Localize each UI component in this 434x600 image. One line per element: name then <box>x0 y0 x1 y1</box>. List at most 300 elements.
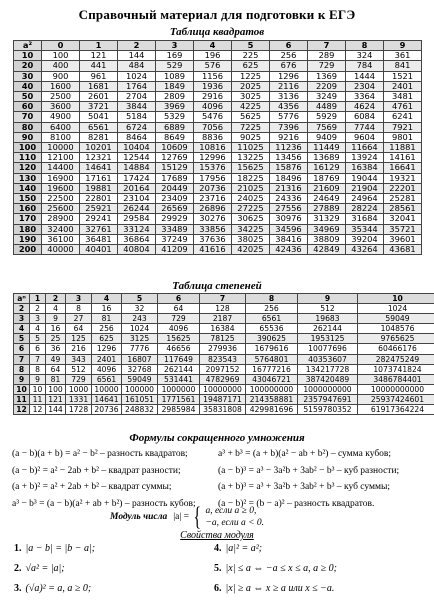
squares-cell: 23409 <box>156 194 194 204</box>
squares-cell: 2704 <box>118 92 156 102</box>
squares-row <box>14 71 422 81</box>
squares-cell: 9216 <box>270 132 308 142</box>
powers-cell: 248832 <box>122 405 158 415</box>
squares-row-header: 170 <box>14 214 42 224</box>
squares-cell: 25600 <box>42 204 80 214</box>
squares-cell: 144 <box>118 51 156 61</box>
squares-cell: 34969 <box>308 224 346 234</box>
squares-cell: 6561 <box>80 122 118 132</box>
powers-row-header: 9 <box>14 374 30 384</box>
squares-cell: 32400 <box>42 224 80 234</box>
squares-cell: 27556 <box>270 204 308 214</box>
squares-cell: 11236 <box>270 143 308 153</box>
squares-cell: 484 <box>118 61 156 71</box>
squares-cell: 361 <box>384 51 422 61</box>
powers-cell: 531441 <box>158 374 200 384</box>
squares-cell: 961 <box>80 71 118 81</box>
powers-cell: 429981696 <box>246 405 298 415</box>
squares-cell: 23716 <box>194 194 232 204</box>
powers-cell: 6561 <box>246 314 298 324</box>
squares-cell: 1225 <box>232 71 270 81</box>
powers-cell: 2 <box>30 304 46 314</box>
squares-column-header: 7 <box>308 41 346 51</box>
powers-cell: 625 <box>92 334 122 344</box>
powers-cell: 2985984 <box>158 405 200 415</box>
squares-cell: 36481 <box>80 234 118 244</box>
squares-cell: 729 <box>308 61 346 71</box>
squares-cell: 6889 <box>156 122 194 132</box>
squares-cell: 31329 <box>308 214 346 224</box>
powers-cell: 81 <box>46 374 66 384</box>
squares-cell: 7396 <box>270 122 308 132</box>
squares-row-header: 130 <box>14 173 42 183</box>
squares-table-title: Таблица квадратов <box>169 26 265 38</box>
squares-cell: 6724 <box>118 122 156 132</box>
powers-cell: 61917364224 <box>358 405 434 415</box>
squares-cell: 7744 <box>346 122 384 132</box>
powers-cell: 823543 <box>200 354 246 364</box>
powers-cell: 16777216 <box>246 364 298 374</box>
squares-cell: 8281 <box>80 132 118 142</box>
squares-row <box>14 153 422 163</box>
powers-cell: 1000000 <box>158 384 200 394</box>
squares-cell: 2304 <box>346 81 384 91</box>
squares-row-header: 120 <box>14 163 42 173</box>
powers-column-header: 2 <box>46 294 66 304</box>
squares-cell: 8649 <box>156 132 194 142</box>
powers-cell: 4096 <box>158 324 200 334</box>
squares-cell: 19044 <box>346 173 384 183</box>
powers-cell: 262144 <box>298 324 358 334</box>
squares-cell: 15625 <box>232 163 270 173</box>
squares-cell: 1936 <box>194 81 232 91</box>
squares-cell: 3721 <box>80 102 118 112</box>
powers-row-header: 8 <box>14 364 30 374</box>
property-number: 5. <box>214 563 222 574</box>
squares-cell: 4489 <box>308 102 346 112</box>
powers-cell: 16807 <box>122 354 158 364</box>
formulas-title: Формулы сокращенного умножения <box>129 432 305 444</box>
squares-cell: 256 <box>270 51 308 61</box>
squares-cell: 9604 <box>346 132 384 142</box>
powers-column-header: 8 <box>246 294 298 304</box>
squares-cell: 17689 <box>156 173 194 183</box>
powers-cell: 5159780352 <box>298 405 358 415</box>
powers-cell: 100000 <box>122 384 158 394</box>
powers-cell: 40353607 <box>298 354 358 364</box>
squares-cell: 8464 <box>118 132 156 142</box>
squares-cell: 5041 <box>80 112 118 122</box>
squares-cell: 14161 <box>384 153 422 163</box>
powers-cell: 8 <box>66 304 92 314</box>
powers-cell: 729 <box>158 314 200 324</box>
squares-cell: 3600 <box>42 102 80 112</box>
squares-row-header: 180 <box>14 224 42 234</box>
squares-cell: 20736 <box>194 183 232 193</box>
powers-cell: 729 <box>66 374 92 384</box>
squares-cell: 5184 <box>118 112 156 122</box>
squares-cell: 625 <box>232 61 270 71</box>
powers-cell: 243 <box>122 314 158 324</box>
squares-row <box>14 194 422 204</box>
powers-column-header: 3 <box>66 294 92 304</box>
squares-cell: 24336 <box>270 194 308 204</box>
property-item <box>214 543 262 554</box>
squares-cell: 1444 <box>346 71 384 81</box>
squares-column-header: 4 <box>194 41 232 51</box>
squares-cell: 1024 <box>118 71 156 81</box>
powers-cell: 10077696 <box>298 344 358 354</box>
page-title: Справочный материал для подготовки к ЕГЭ <box>78 7 356 22</box>
squares-cell: 19600 <box>42 183 80 193</box>
squares-cell: 13225 <box>232 153 270 163</box>
squares-cell: 17956 <box>194 173 232 183</box>
squares-cell: 33856 <box>194 224 232 234</box>
squares-column-header: 6 <box>270 41 308 51</box>
powers-cell: 36 <box>46 344 66 354</box>
powers-cell: 6561 <box>92 374 122 384</box>
powers-row <box>14 344 434 354</box>
powers-row-header: 7 <box>14 354 30 364</box>
squares-cell: 40000 <box>42 245 80 255</box>
powers-cell: 256 <box>92 324 122 334</box>
squares-header-row <box>14 41 422 51</box>
powers-cell: 1296 <box>92 344 122 354</box>
property-item <box>14 543 95 554</box>
squares-column-header: 2 <box>118 41 156 51</box>
powers-cell: 16 <box>46 324 66 334</box>
powers-cell: 43046721 <box>246 374 298 384</box>
powers-cell: 262144 <box>158 364 200 374</box>
powers-cell: 3125 <box>122 334 158 344</box>
squares-cell: 41209 <box>156 245 194 255</box>
squares-cell: 12100 <box>42 153 80 163</box>
powers-cell: 390625 <box>246 334 298 344</box>
squares-cell: 33124 <box>118 224 156 234</box>
squares-row-header: 100 <box>14 143 42 153</box>
left-brace-icon: { <box>193 502 201 531</box>
squares-cell: 11664 <box>346 143 384 153</box>
squares-cell: 4900 <box>42 112 80 122</box>
squares-row <box>14 204 422 214</box>
powers-cell: 5764801 <box>246 354 298 364</box>
squares-cell: 3481 <box>384 92 422 102</box>
powers-cell: 19487171 <box>200 394 246 404</box>
squares-cell: 19881 <box>80 183 118 193</box>
squares-cell: 5476 <box>194 112 232 122</box>
squares-cell: 8836 <box>194 132 232 142</box>
squares-cell: 1156 <box>194 71 232 81</box>
property-number: 3. <box>14 583 22 594</box>
squares-cell: 36100 <box>42 234 80 244</box>
powers-cell: 9765625 <box>358 334 434 344</box>
squares-cell: 3025 <box>232 92 270 102</box>
squares-cell: 28224 <box>346 204 384 214</box>
property-text: |x| ≥ a ⇔ x ≥ a или x ≤ −a. <box>225 583 335 594</box>
squares-cell: 12769 <box>156 153 194 163</box>
powers-cell: 16 <box>92 304 122 314</box>
squares-cell: 11025 <box>232 143 270 153</box>
properties-title: Свойства модуля <box>180 530 254 541</box>
squares-cell: 43264 <box>346 245 384 255</box>
squares-cell: 13924 <box>346 153 384 163</box>
squares-cell: 5329 <box>156 112 194 122</box>
powers-cell: 9 <box>46 314 66 324</box>
powers-cell: 512 <box>298 304 358 314</box>
squares-cell: 14641 <box>80 163 118 173</box>
squares-cell: 324 <box>346 51 384 61</box>
powers-row <box>14 314 434 324</box>
squares-row <box>14 112 422 122</box>
squares-cell: 3136 <box>270 92 308 102</box>
squares-cell: 1369 <box>308 71 346 81</box>
squares-cell: 2401 <box>384 81 422 91</box>
squares-table <box>13 40 422 255</box>
squares-cell: 38025 <box>232 234 270 244</box>
powers-cell: 16384 <box>200 324 246 334</box>
powers-cell: 279936 <box>200 344 246 354</box>
squares-column-header: 1 <box>80 41 118 51</box>
squares-cell: 11449 <box>308 143 346 153</box>
powers-cell: 4782969 <box>200 374 246 384</box>
squares-cell: 4096 <box>194 102 232 112</box>
squares-cell: 42436 <box>270 245 308 255</box>
powers-cell: 25 <box>46 334 66 344</box>
powers-cell: 256 <box>246 304 298 314</box>
squares-row <box>14 224 422 234</box>
squares-column-header: 3 <box>156 41 194 51</box>
powers-cell: 20736 <box>92 405 122 415</box>
property-item <box>14 563 65 574</box>
squares-cell: 400 <box>42 61 80 71</box>
squares-cell: 7569 <box>308 122 346 132</box>
powers-cell: 1728 <box>66 405 92 415</box>
squares-row-header: 50 <box>14 92 42 102</box>
squares-cell: 29929 <box>156 214 194 224</box>
squares-cell: 1296 <box>270 71 308 81</box>
powers-cell: 1000 <box>66 384 92 394</box>
squares-cell: 38416 <box>270 234 308 244</box>
squares-cell: 35721 <box>384 224 422 234</box>
powers-cell: 1048576 <box>358 324 434 334</box>
squares-cell: 7921 <box>384 122 422 132</box>
powers-cell: 4 <box>46 304 66 314</box>
powers-cell: 128 <box>200 304 246 314</box>
formula-item: a³ + b³ = (a + b)(a² − ab + b²) – сумма кубов; <box>218 449 392 459</box>
powers-cell: 9 <box>30 374 46 384</box>
squares-cell: 5625 <box>232 112 270 122</box>
squares-cell: 6400 <box>42 122 80 132</box>
powers-cell: 32 <box>122 304 158 314</box>
modulus-label: Модуль числа <box>110 512 168 522</box>
squares-cell: 10201 <box>80 143 118 153</box>
squares-cell: 37636 <box>194 234 232 244</box>
squares-cell: 25281 <box>384 194 422 204</box>
powers-cell: 4096 <box>92 364 122 374</box>
squares-cell: 33489 <box>156 224 194 234</box>
powers-row-header: 5 <box>14 334 30 344</box>
squares-cell: 42025 <box>232 245 270 255</box>
squares-cell: 20449 <box>156 183 194 193</box>
powers-column-header: 4 <box>92 294 122 304</box>
squares-row <box>14 173 422 183</box>
modulus-cases <box>205 505 264 529</box>
squares-cell: 15129 <box>156 163 194 173</box>
powers-cell: 10000 <box>92 384 122 394</box>
squares-row <box>14 81 422 91</box>
squares-cell: 15876 <box>270 163 308 173</box>
property-number: 2. <box>14 563 22 574</box>
powers-row <box>14 334 434 344</box>
squares-row <box>14 92 422 102</box>
squares-cell: 28900 <box>42 214 80 224</box>
squares-cell: 21316 <box>270 183 308 193</box>
property-number: 6. <box>214 583 222 594</box>
squares-cell: 31684 <box>346 214 384 224</box>
squares-cell: 10404 <box>118 143 156 153</box>
property-item <box>214 563 337 574</box>
squares-cell: 3844 <box>118 102 156 112</box>
squares-cell: 38809 <box>308 234 346 244</box>
powers-cell: 8 <box>30 364 46 374</box>
squares-cell: 4624 <box>346 102 384 112</box>
squares-cell: 41616 <box>194 245 232 255</box>
powers-cell: 134217728 <box>298 364 358 374</box>
powers-cell: 3486784401 <box>358 374 434 384</box>
formula-item: (a + b)² = a² + 2ab + b² – квадрат суммы; <box>12 482 172 492</box>
powers-cell: 59049 <box>122 374 158 384</box>
powers-cell: 2401 <box>92 354 122 364</box>
powers-cell: 35831808 <box>200 405 246 415</box>
squares-cell: 21904 <box>346 183 384 193</box>
squares-cell: 5929 <box>308 112 346 122</box>
squares-row <box>14 61 422 71</box>
squares-cell: 39204 <box>346 234 384 244</box>
powers-row <box>14 394 434 404</box>
powers-cell: 161051 <box>122 394 158 404</box>
squares-cell: 196 <box>194 51 232 61</box>
squares-cell: 24964 <box>346 194 384 204</box>
powers-row-header: 11 <box>14 394 30 404</box>
squares-cell: 18496 <box>270 173 308 183</box>
squares-row <box>14 51 422 61</box>
squares-cell: 26569 <box>156 204 194 214</box>
squares-cell: 784 <box>346 61 384 71</box>
powers-cell: 1771561 <box>158 394 200 404</box>
powers-cell: 343 <box>66 354 92 364</box>
powers-row <box>14 405 434 415</box>
powers-cell: 2097152 <box>200 364 246 374</box>
squares-cell: 40401 <box>80 245 118 255</box>
squares-cell: 3364 <box>346 92 384 102</box>
squares-cell: 20164 <box>118 183 156 193</box>
squares-row-header: 80 <box>14 122 42 132</box>
squares-cell: 8100 <box>42 132 80 142</box>
squares-cell: 2809 <box>156 92 194 102</box>
squares-cell: 10000 <box>42 143 80 153</box>
squares-row-header: 140 <box>14 183 42 193</box>
squares-row <box>14 122 422 132</box>
squares-cell: 16129 <box>308 163 346 173</box>
powers-cell: 1024 <box>358 304 434 314</box>
squares-cell: 7056 <box>194 122 232 132</box>
powers-row-header: 4 <box>14 324 30 334</box>
squares-cell: 23104 <box>118 194 156 204</box>
squares-row <box>14 183 422 193</box>
squares-cell: 35344 <box>346 224 384 234</box>
powers-cell: 65536 <box>246 324 298 334</box>
powers-table-title: Таблица степеней <box>172 280 262 292</box>
powers-cell: 11 <box>30 394 46 404</box>
squares-cell: 4356 <box>270 102 308 112</box>
squares-row-header: 70 <box>14 112 42 122</box>
powers-cell: 144 <box>46 405 66 415</box>
squares-cell: 24649 <box>308 194 346 204</box>
squares-cell: 676 <box>270 61 308 71</box>
powers-cell: 282475249 <box>358 354 434 364</box>
powers-cell: 2357947691 <box>298 394 358 404</box>
squares-cell: 30976 <box>270 214 308 224</box>
squares-cell: 11881 <box>384 143 422 153</box>
squares-cell: 22500 <box>42 194 80 204</box>
formula-item: a³ − b³ = (a − b)(a² + ab + b²) – разность кубов; <box>12 498 196 509</box>
powers-cell: 46656 <box>158 344 200 354</box>
powers-row <box>14 324 434 334</box>
squares-cell: 12321 <box>80 153 118 163</box>
powers-cell: 387420489 <box>298 374 358 384</box>
squares-row <box>14 234 422 244</box>
squares-cell: 17424 <box>118 173 156 183</box>
squares-cell: 3249 <box>308 92 346 102</box>
squares-cell: 121 <box>80 51 118 61</box>
squares-cell: 2209 <box>308 81 346 91</box>
powers-cell: 125 <box>66 334 92 344</box>
powers-column-header: 5 <box>122 294 158 304</box>
powers-cell: 1331 <box>66 394 92 404</box>
powers-cell: 1953125 <box>298 334 358 344</box>
powers-cell: 12 <box>30 405 46 415</box>
powers-header-row <box>14 294 434 304</box>
squares-cell: 5776 <box>270 112 308 122</box>
powers-cell: 25937424601 <box>358 394 434 404</box>
powers-cell: 1073741824 <box>358 364 434 374</box>
squares-cell: 39601 <box>384 234 422 244</box>
squares-cell: 2916 <box>194 92 232 102</box>
squares-cell: 2601 <box>80 92 118 102</box>
squares-cell: 21025 <box>232 183 270 193</box>
powers-cell: 512 <box>66 364 92 374</box>
formula-item: (a + b)³ = a³ + 3a²b + 3ab² + b³ – куб суммы; <box>218 482 391 492</box>
squares-cell: 22201 <box>384 183 422 193</box>
squares-cell: 28561 <box>384 204 422 214</box>
modulus-case: a, если a ≥ 0, <box>205 506 257 516</box>
powers-cell: 1000000000 <box>298 384 358 394</box>
squares-cell: 14400 <box>42 163 80 173</box>
powers-cell: 121 <box>46 394 66 404</box>
squares-cell: 26896 <box>194 204 232 214</box>
powers-row <box>14 384 434 394</box>
squares-cell: 13689 <box>308 153 346 163</box>
squares-cell: 2500 <box>42 92 80 102</box>
powers-cell: 14641 <box>92 394 122 404</box>
powers-corner-cell: aⁿ <box>14 294 30 304</box>
squares-cell: 1849 <box>156 81 194 91</box>
squares-cell: 34225 <box>232 224 270 234</box>
property-number: 1. <box>14 543 22 554</box>
squares-cell: 16384 <box>346 163 384 173</box>
powers-cell: 60466176 <box>358 344 434 354</box>
powers-cell: 19683 <box>298 314 358 324</box>
